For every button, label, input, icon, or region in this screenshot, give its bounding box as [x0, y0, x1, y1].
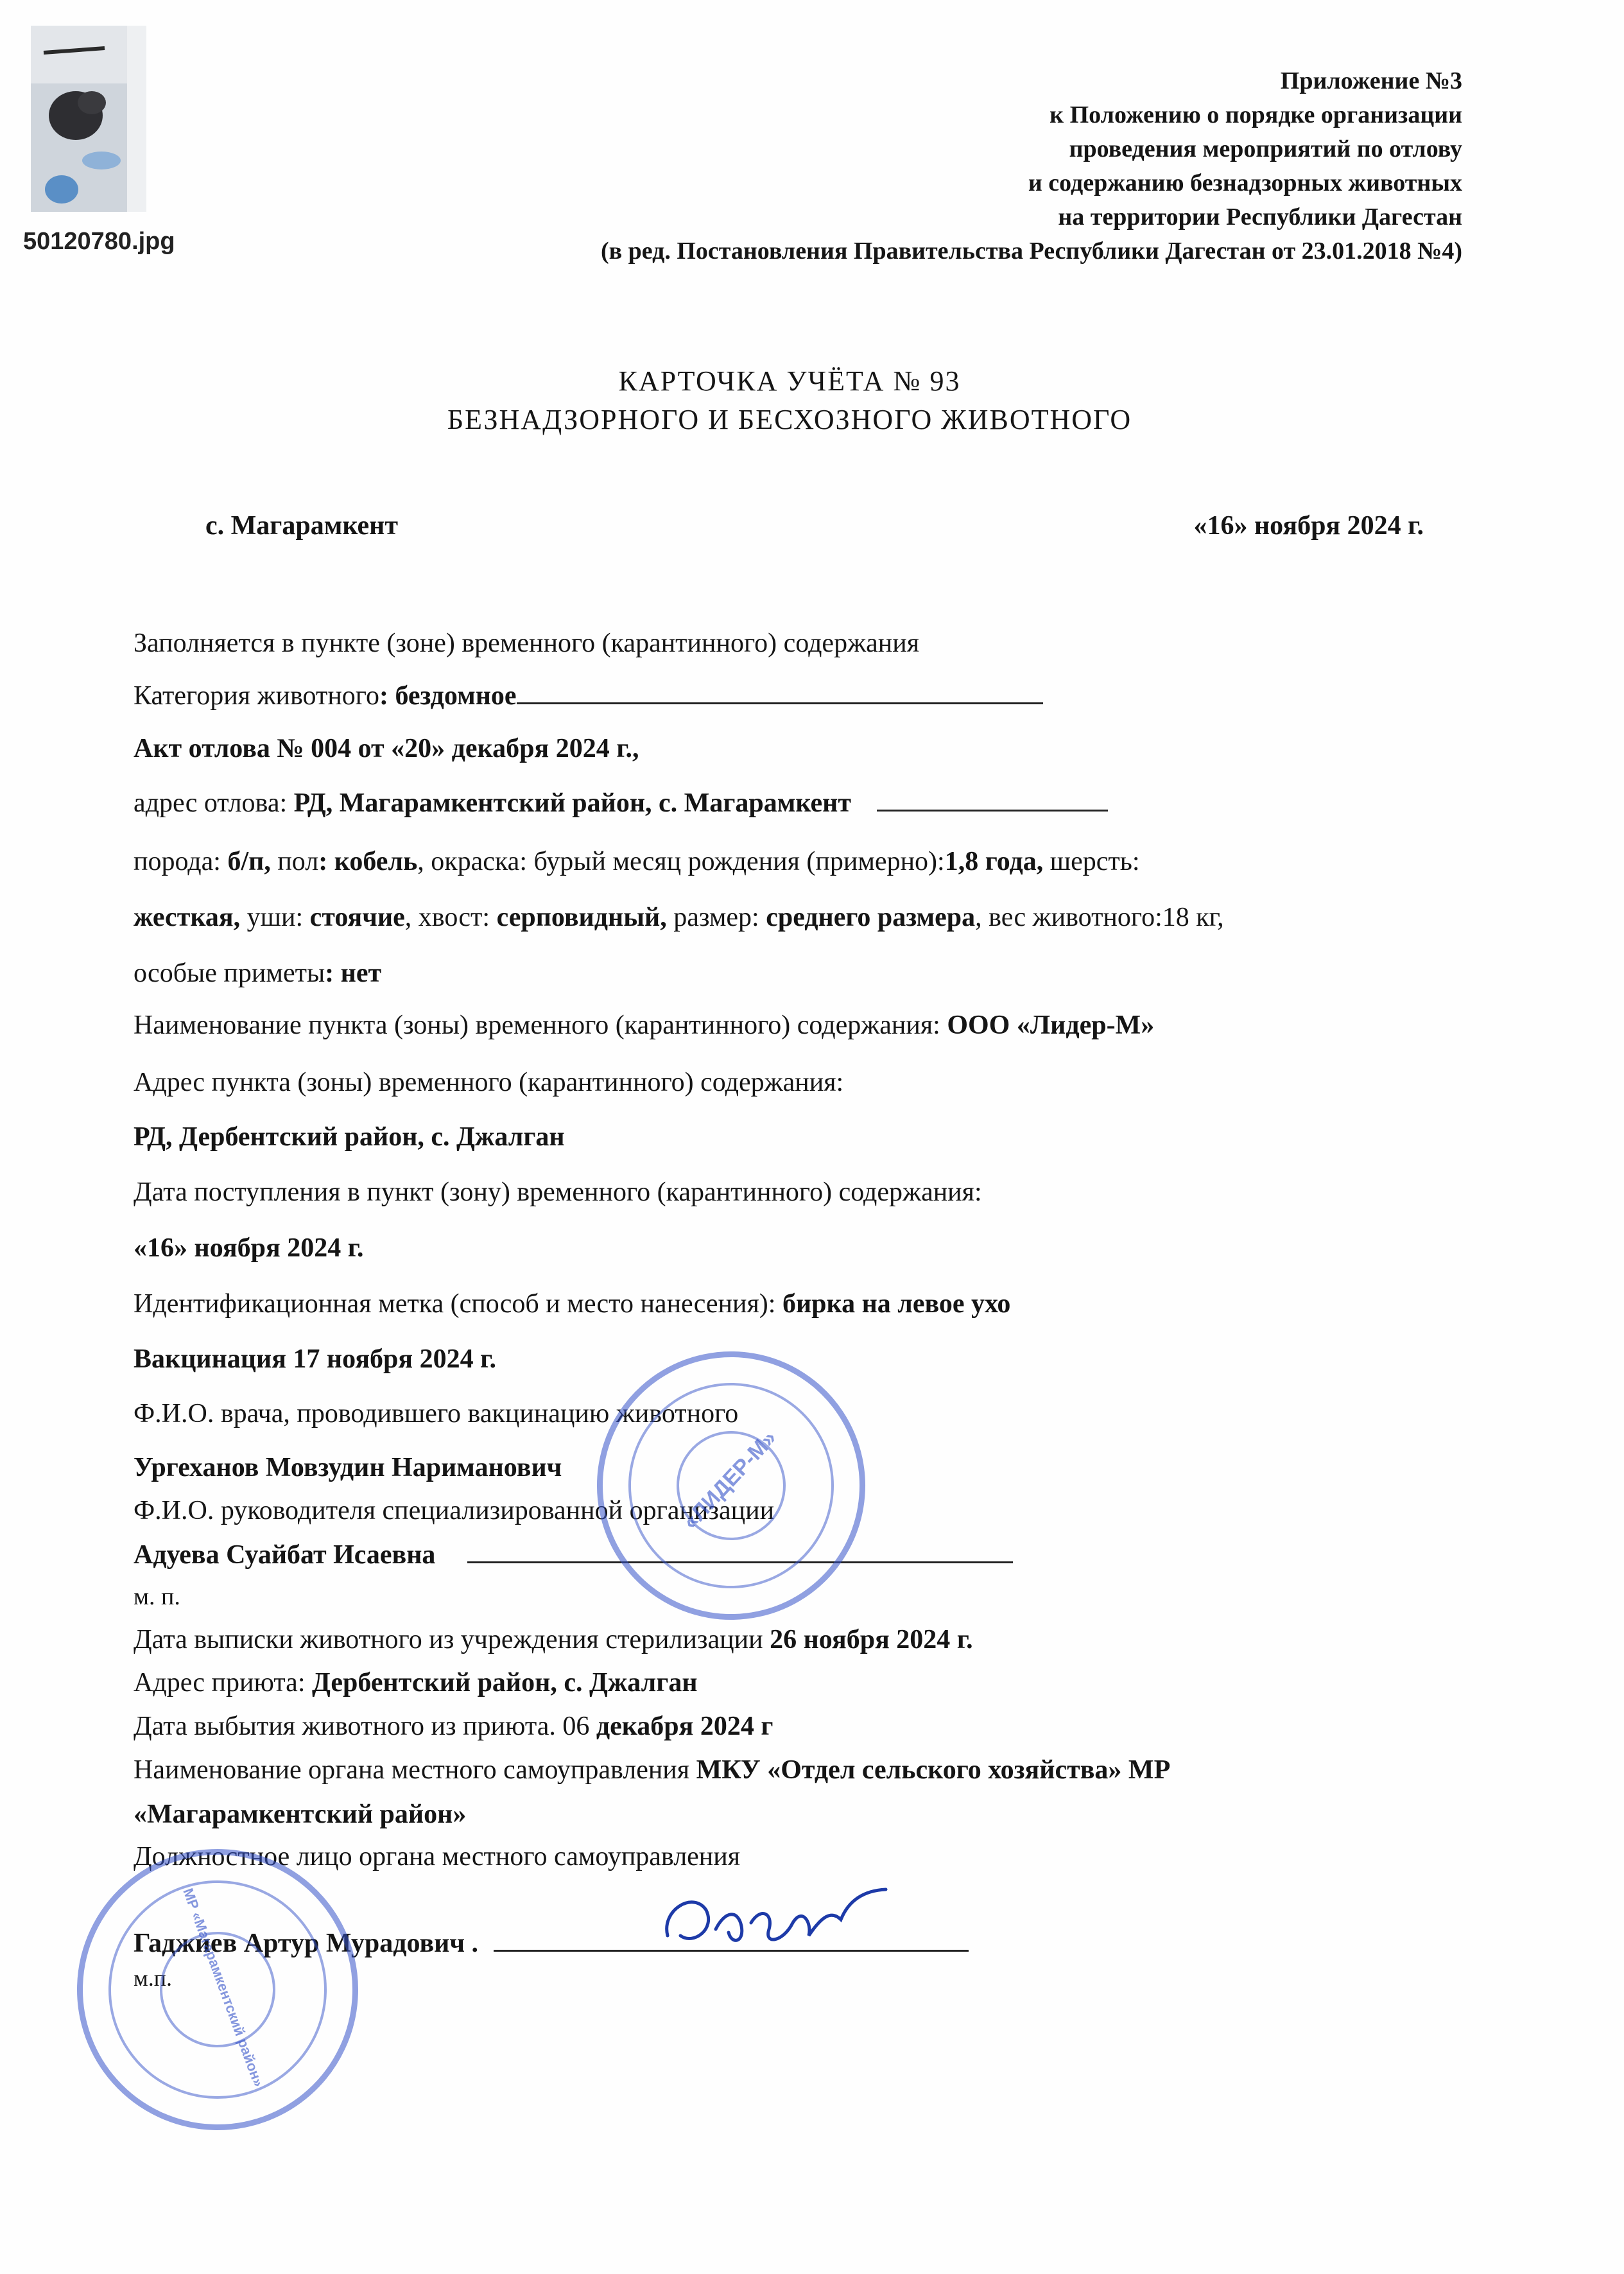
field-label: Адрес приюта:	[134, 1668, 312, 1697]
head-name-label: Ф.И.О. руководителя специализированной организации	[134, 1496, 775, 1525]
field-value: РД, Магарамкентский район, с. Магарамкент	[293, 788, 851, 818]
issue-date: «16» ноября 2024 г.	[1193, 511, 1424, 541]
place-of-issue: с. Магарамкент	[205, 511, 398, 541]
line-text: Заполняется в пункте (зоне) временного (карантинного) содержания	[134, 629, 920, 658]
field-value: : кобель	[318, 847, 418, 876]
stamp-text: МР «Магарамкентский район»	[180, 1886, 267, 2089]
appendix-line: проведения мероприятий по отлову	[1069, 135, 1462, 162]
appendix-line: (в ред. Постановления Правительства Республики Дагестан от 23.01.2018 №4)	[600, 238, 1462, 265]
field-value: серповидный,	[496, 903, 667, 932]
field-label: особые приметы	[134, 959, 325, 988]
head-name-value: Адуева Суайбат Исаевна	[134, 1540, 436, 1570]
stamp-text: «ЛИДЕР-М»	[678, 1425, 782, 1534]
card-title: КАРТОЧКА УЧЁТА № 93	[618, 365, 961, 397]
admission-date-label: Дата поступления в пункт (зону) временного (карантинного) содержания:	[134, 1177, 982, 1207]
field-label: Категория животного	[134, 681, 379, 711]
attached-photo-thumbnail	[31, 26, 146, 212]
field-value: жесткая,	[134, 903, 241, 932]
field-label: , окраска: бурый месяц рождения (примерно):	[417, 847, 945, 876]
field-value: декабря 2024 г	[596, 1712, 773, 1741]
facility-address-value: РД, Дербентский район, с. Джалган	[134, 1122, 565, 1152]
animal-category-line	[134, 681, 1043, 711]
local-authority-line-2: «Магарамкентский район»	[134, 1800, 467, 1829]
handwritten-signature	[655, 1884, 924, 1961]
field-value: : нет	[325, 959, 382, 988]
field-value: среднего размера	[766, 903, 976, 932]
fill-underline	[877, 788, 1108, 812]
official-label: Должностное лицо органа местного самоуправления	[134, 1842, 741, 1871]
seal-place-mark: м. п.	[134, 1583, 180, 1610]
special-marks-line	[134, 958, 381, 989]
card-subtitle: БЕЗНАДЗОРНОГО И БЕСХОЗНОГО ЖИВОТНОГО	[447, 404, 1132, 435]
field-value: МКУ «Отдел сельского хозяйства» МР	[696, 1755, 1171, 1785]
field-label: уши:	[240, 903, 310, 932]
field-label: шерсть:	[1043, 847, 1140, 876]
discharge-date-line	[134, 1624, 973, 1655]
departure-date-line	[134, 1711, 773, 1742]
vaccination-line: Вакцинация 17 ноября 2024 г.	[134, 1344, 496, 1374]
field-value: : бездомное	[379, 681, 517, 711]
breed-sex-color-line	[134, 846, 1140, 877]
head-name-line	[134, 1540, 1013, 1570]
appendix-line: к Положению о порядке организации	[1050, 101, 1462, 128]
field-value: стоячие	[309, 903, 405, 932]
field-value: Дербентский район, с. Джалган	[311, 1668, 698, 1697]
seal-place-mark: м.п.	[134, 1965, 173, 1991]
dog-photo-icon	[31, 26, 146, 212]
field-value: 1,8 года,	[944, 847, 1044, 876]
official-name-value: Гаджиев Артур Мурадович .	[134, 1929, 479, 1958]
field-label: Дата выписки животного из учреждения стерилизации	[134, 1625, 770, 1654]
appendix-line: Приложение №3	[1280, 67, 1462, 94]
thumbnail-caption: 50120780.jpg	[23, 228, 175, 255]
field-label: , хвост:	[404, 903, 497, 932]
organisation-stamp	[572, 1326, 890, 1645]
appendix-line: и содержанию безнадзорных животных	[1028, 169, 1462, 196]
field-label: Наименование органа местного самоуправления	[134, 1755, 696, 1785]
admission-date-value: «16» ноября 2024 г.	[134, 1233, 364, 1263]
field-label: Идентификационная метка (способ и место нанесения):	[134, 1289, 782, 1319]
appendix-line: на территории Республики Дагестан	[1058, 204, 1462, 230]
field-value: б/п,	[227, 847, 271, 876]
facility-name-line	[134, 1010, 1154, 1041]
coat-ears-tail-line	[134, 902, 1224, 933]
fill-underline	[517, 681, 1043, 704]
identification-tag-line	[134, 1289, 1010, 1319]
field-label: размер:	[666, 903, 766, 932]
appendix-header	[601, 64, 1462, 268]
field-value: ООО «Лидер-М»	[947, 1011, 1155, 1040]
field-label: пол	[270, 847, 319, 876]
field-label: адрес отлова:	[134, 788, 294, 818]
field-label: Наименование пункта (зоны) временного (карантинного) содержания:	[134, 1011, 947, 1040]
field-label: , вес животного:18 кг,	[975, 903, 1224, 932]
capture-address-line	[134, 788, 1108, 819]
vet-name-label: Ф.И.О. врача, проводившего вакцинацию животного	[134, 1399, 739, 1428]
shelter-address-line	[134, 1667, 698, 1698]
field-value: бирка на левое ухо	[782, 1289, 1011, 1319]
field-label: Дата выбытия животного из приюта. 06	[134, 1712, 596, 1741]
capture-act-line: Акт отлова № 004 от «20» декабря 2024 г.,	[134, 734, 639, 763]
local-authority-line	[134, 1755, 1170, 1785]
filled-in-location-line	[134, 628, 919, 659]
facility-address-label: Адрес пункта (зоны) временного (карантинного) содержания:	[134, 1068, 844, 1097]
field-label: порода:	[134, 847, 228, 876]
vet-name-value: Ургеханов Мовзудин Нариманович	[134, 1453, 562, 1482]
field-value: 26 ноября 2024 г.	[770, 1625, 973, 1654]
